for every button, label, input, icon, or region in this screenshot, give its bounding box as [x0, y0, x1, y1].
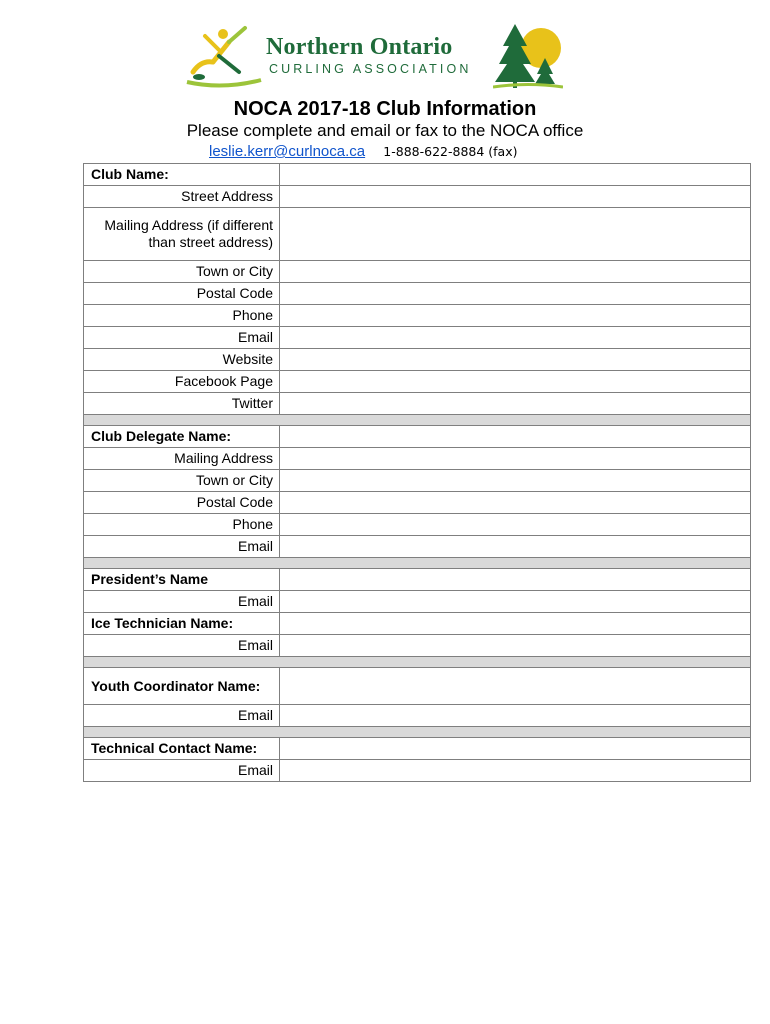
section-divider — [84, 558, 751, 569]
fax-number: 1-888-622-8884 (fax) — [383, 144, 518, 159]
contact-line — [209, 143, 518, 160]
table-row — [84, 470, 751, 492]
table-row — [84, 635, 751, 657]
delegate-mailing-address-field[interactable] — [280, 448, 751, 470]
delegate-town-label: Town or City — [84, 470, 280, 492]
ice-technician-email-field[interactable] — [280, 635, 751, 657]
club-email-field[interactable] — [280, 327, 751, 349]
table-row — [84, 448, 751, 470]
delegate-town-field[interactable] — [280, 470, 751, 492]
table-row — [84, 760, 751, 782]
club-mailing-address-field[interactable] — [280, 208, 751, 261]
technical-contact-email-label: Email — [84, 760, 280, 782]
club-email-label: Email — [84, 327, 280, 349]
website-label: Website — [84, 349, 280, 371]
president-email-label: Email — [84, 591, 280, 613]
delegate-mailing-address-label: Mailing Address — [84, 448, 280, 470]
table-row — [84, 393, 751, 415]
club-postal-code-label: Postal Code — [84, 283, 280, 305]
table-row — [84, 591, 751, 613]
delegate-postal-code-field[interactable] — [280, 492, 751, 514]
table-row — [84, 164, 751, 186]
table-row — [84, 186, 751, 208]
table-row — [84, 349, 751, 371]
delegate-phone-label: Phone — [84, 514, 280, 536]
technical-contact-name-label: Technical Contact Name: — [84, 738, 280, 760]
president-name-label: President’s Name — [84, 569, 280, 591]
table-row — [84, 208, 751, 261]
table-row — [84, 283, 751, 305]
facebook-page-field[interactable] — [280, 371, 751, 393]
club-information-form — [83, 163, 751, 782]
street-address-label: Street Address — [84, 186, 280, 208]
pine-trees-sun-icon — [493, 20, 563, 90]
page-title: NOCA 2017-18 Club Information — [233, 98, 537, 120]
youth-coordinator-email-label: Email — [84, 705, 280, 727]
table-row — [84, 613, 751, 635]
delegate-email-field[interactable] — [280, 536, 751, 558]
ice-technician-name-label: Ice Technician Name: — [84, 613, 280, 635]
club-name-label: Club Name: — [84, 164, 280, 186]
president-name-field[interactable] — [280, 569, 751, 591]
section-divider — [84, 657, 751, 668]
delegate-phone-field[interactable] — [280, 514, 751, 536]
ice-technician-email-label: Email — [84, 635, 280, 657]
table-row — [84, 327, 751, 349]
noca-logo — [183, 20, 563, 90]
table-row — [84, 569, 751, 591]
club-town-field[interactable] — [280, 261, 751, 283]
club-phone-label: Phone — [84, 305, 280, 327]
table-row — [84, 705, 751, 727]
technical-contact-name-field[interactable] — [280, 738, 751, 760]
table-row — [84, 492, 751, 514]
table-row — [84, 261, 751, 283]
table-row — [84, 668, 751, 705]
instructions: Please complete and email or fax to the NOCA office — [186, 121, 584, 140]
table-row — [84, 514, 751, 536]
club-delegate-name-label: Club Delegate Name: — [84, 426, 280, 448]
technical-contact-email-field[interactable] — [280, 760, 751, 782]
website-field[interactable] — [280, 349, 751, 371]
logo-title: Northern Ontario — [266, 34, 453, 60]
table-row — [84, 305, 751, 327]
club-delegate-name-field[interactable] — [280, 426, 751, 448]
logo-subtitle: CURLING ASSOCIATION — [269, 62, 472, 76]
table-row — [84, 371, 751, 393]
president-email-field[interactable] — [280, 591, 751, 613]
club-name-field[interactable] — [280, 164, 751, 186]
club-mailing-address-label: Mailing Address (if different than street address) — [84, 208, 280, 261]
email-link[interactable]: leslie.kerr@curlnoca.ca — [209, 143, 366, 160]
youth-coordinator-name-label: Youth Coordinator Name: — [84, 668, 280, 705]
table-row — [84, 738, 751, 760]
facebook-page-label: Facebook Page — [84, 371, 280, 393]
twitter-field[interactable] — [280, 393, 751, 415]
section-divider — [84, 727, 751, 738]
twitter-label: Twitter — [84, 393, 280, 415]
delegate-postal-code-label: Postal Code — [84, 492, 280, 514]
club-town-label: Town or City — [84, 261, 280, 283]
club-phone-field[interactable] — [280, 305, 751, 327]
ice-technician-name-field[interactable] — [280, 613, 751, 635]
section-divider — [84, 415, 751, 426]
table-row — [84, 426, 751, 448]
delegate-email-label: Email — [84, 536, 280, 558]
curler-icon — [183, 20, 263, 90]
street-address-field[interactable] — [280, 186, 751, 208]
club-postal-code-field[interactable] — [280, 283, 751, 305]
table-row — [84, 536, 751, 558]
youth-coordinator-email-field[interactable] — [280, 705, 751, 727]
youth-coordinator-name-field[interactable] — [280, 668, 751, 705]
